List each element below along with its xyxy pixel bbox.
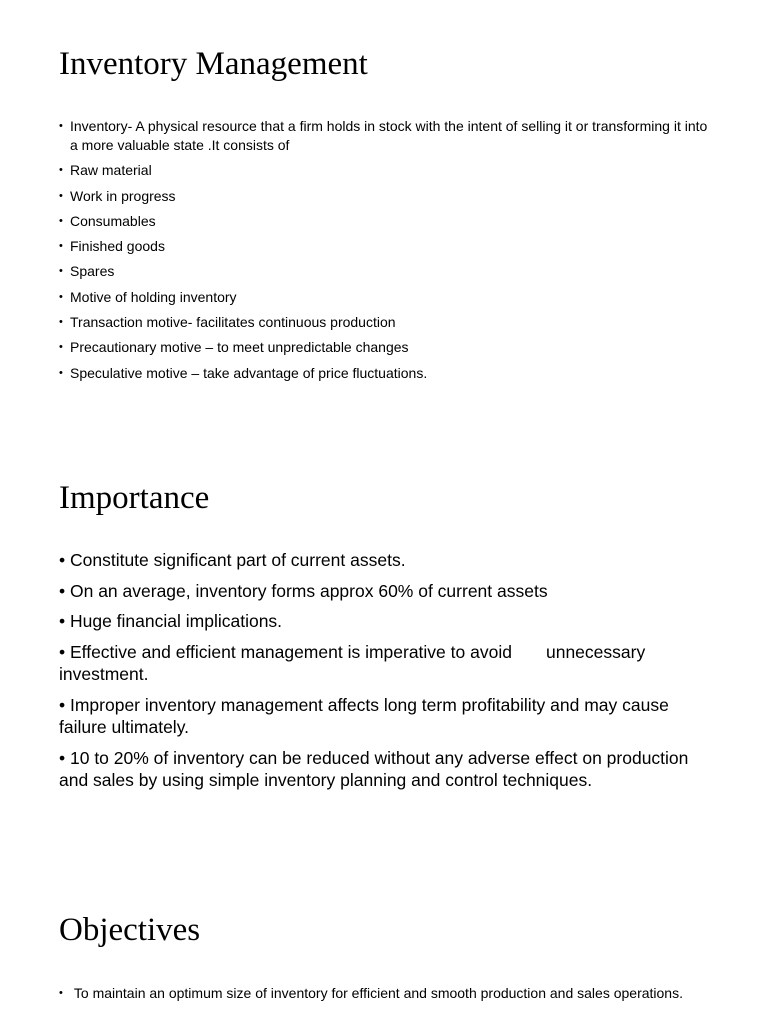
list-item: • Spares	[59, 262, 709, 281]
importance-list	[59, 549, 719, 800]
list-item: • Raw material	[59, 161, 709, 180]
list-item: • Improper inventory management affects long term profitability and may cause failure ultimately.	[59, 694, 669, 737]
section-title: Objectives	[59, 912, 201, 948]
page-title: Inventory Management	[59, 46, 368, 82]
list-item: • Consumables	[59, 212, 709, 231]
list-item: • On an average, inventory forms approx 60% of current assets	[59, 580, 548, 601]
list-item: • Speculative motive – take advantage of price fluctuations.	[59, 364, 709, 383]
bullet-list	[59, 117, 709, 389]
list-item: • To maintain an optimum size of inventory for efficient and smooth production and sales operations.	[59, 984, 719, 1002]
list-item: • Effective and efficient management is imperative to avoid unnecessary investment.	[59, 641, 651, 684]
list-item: • 10 to 20% of inventory can be reduced without any adverse effect on production and sales by using simple inventory planning and control techniques.	[59, 747, 689, 790]
list-item: • Motive of holding inventory	[59, 288, 709, 307]
list-item: • Huge financial implications.	[59, 611, 283, 631]
list-item: • Constitute significant part of current assets.	[59, 550, 406, 570]
list-item: • Finished goods	[59, 237, 709, 256]
objectives-list	[59, 984, 719, 1002]
list-item: • Inventory- A physical resource that a firm holds in stock with the intent of selling it or transforming it into a more valuable state .It consists of	[59, 117, 709, 155]
section-title: Importance	[59, 480, 210, 516]
list-item: • Work in progress	[59, 187, 709, 206]
list-item: • Precautionary motive – to meet unpredictable changes	[59, 338, 709, 357]
list-item: • Transaction motive- facilitates continuous production	[59, 313, 709, 332]
